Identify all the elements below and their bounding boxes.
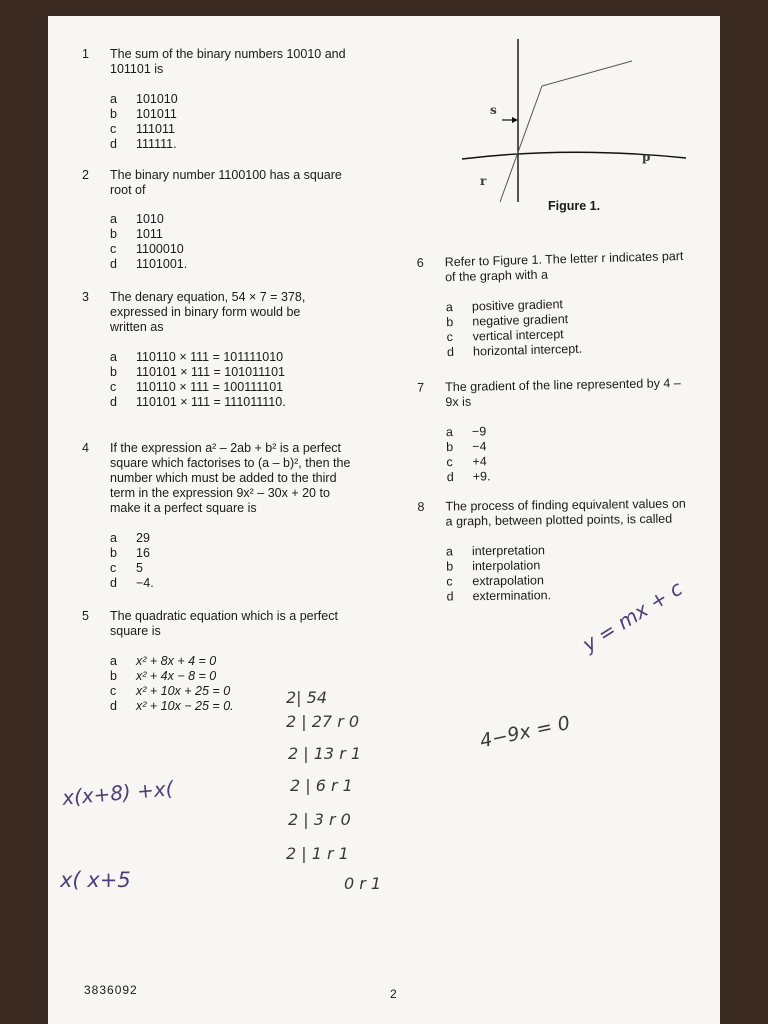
option-b: b −4: [446, 439, 487, 455]
question-number: 2: [82, 168, 89, 182]
division-row: 2 | 1 r 1: [286, 844, 349, 863]
question-text: The quadratic equation which is a perfect square is: [110, 609, 338, 638]
option-b: b interpolation: [446, 558, 541, 574]
option-d: d extermination.: [446, 588, 552, 604]
handwritten-factorisation-2: x( x+5: [60, 868, 131, 892]
question-number: 7: [417, 380, 425, 395]
figure-1-graph: [458, 34, 698, 214]
option-a: a 1010: [110, 212, 164, 226]
handwritten-factorisation-1: x(x+8) +x(: [61, 776, 175, 810]
option-c: c +4: [446, 454, 487, 470]
question-text: The sum of the binary numbers 10010 and 101101 is: [110, 47, 346, 76]
option-list: [110, 212, 187, 272]
option-c: c 5: [110, 561, 143, 575]
option-a: a positive gradient: [445, 297, 564, 315]
exam-page: [48, 16, 720, 1024]
option-d: d 111111.: [110, 137, 177, 151]
option-b: b x² + 4x − 8 = 0: [110, 669, 217, 683]
option-d: d x² + 10x − 25 = 0.: [110, 699, 234, 713]
question-text: The process of finding equivalent values on a graph, between plotted points, is called: [445, 496, 686, 529]
option-d: d 110101 × 111 = 111011110.: [110, 395, 286, 409]
option-b: b 1011: [110, 227, 163, 241]
division-row: 2 | 6 r 1: [290, 776, 353, 795]
option-c: c 111011: [110, 122, 175, 136]
option-a: a 101010: [110, 92, 178, 106]
question-text: If the expression a² – 2ab + b² is a perfect square which factorises to (a – b)², then the number which must be added to the third term in the expression 9x² – 30x + 20 to make it a perfect square is: [110, 441, 351, 515]
handwritten-equation-ymxc: y = mx + c: [578, 576, 687, 657]
handwritten-binary-division: [286, 688, 396, 898]
label-p: p: [642, 150, 651, 164]
division-header: 2| 54: [286, 688, 328, 707]
arrowhead-icon: [512, 117, 518, 123]
paper-code: 3836092: [84, 983, 138, 997]
figure-caption: Figure 1.: [548, 199, 601, 213]
option-c: c extrapolation: [446, 573, 544, 589]
question-1: [82, 47, 382, 162]
option-b: b 101011: [110, 107, 177, 121]
horizontal-axis: [462, 152, 686, 159]
question-4: [82, 441, 382, 601]
question-number: 3: [82, 290, 89, 304]
option-list: [110, 92, 178, 152]
label-r: r: [480, 174, 487, 188]
question-text: The gradient of the line represented by 4 – 9x is: [445, 376, 681, 410]
option-a: a interpretation: [445, 543, 546, 559]
division-row: 2 | 3 r 0: [288, 810, 351, 829]
label-s: s: [490, 103, 497, 117]
option-d: d horizontal intercept.: [446, 341, 583, 360]
option-b: b negative gradient: [446, 312, 569, 330]
question-6: [417, 248, 720, 371]
option-list: [446, 424, 491, 485]
option-a: a 29: [110, 531, 150, 545]
option-a: a −9: [445, 424, 487, 440]
division-row: 2 | 13 r 1: [288, 744, 362, 763]
question-number: 1: [82, 47, 89, 61]
question-number: 6: [416, 255, 424, 270]
option-c: c 110110 × 111 = 100111101: [110, 380, 284, 394]
question-text: The denary equation, 54 × 7 = 378, expressed in binary form would be written as: [110, 290, 306, 334]
option-b: b 16: [110, 546, 150, 560]
handwritten-equation-4-9x: 4−9x = 0: [478, 711, 573, 753]
option-c: c 1100010: [110, 242, 184, 256]
option-list: [110, 531, 154, 591]
option-c: c vertical intercept: [446, 327, 564, 345]
question-number: 8: [417, 499, 425, 514]
page-number: 2: [390, 987, 398, 1001]
option-d: d +9.: [446, 469, 491, 485]
question-2: [82, 168, 382, 283]
division-row: 0 r 1: [344, 874, 382, 893]
question-7: [417, 375, 719, 490]
question-text: The binary number 1100100 has a square root of: [110, 168, 342, 197]
option-d: d 1101001.: [110, 257, 188, 271]
question-3: [82, 290, 382, 420]
graph-line: [500, 61, 632, 202]
question-number: 5: [82, 609, 89, 623]
option-b: b 110101 × 111 = 101011101: [110, 365, 285, 379]
option-d: d −4.: [110, 576, 154, 590]
division-row: 2 | 27 r 0: [286, 712, 360, 731]
option-c: c x² + 10x + 25 = 0: [110, 684, 231, 698]
option-a: a 110110 × 111 = 101111010: [110, 350, 284, 364]
option-list: [446, 297, 583, 361]
option-list: [446, 543, 551, 604]
question-text: Refer to Figure 1. The letter r indicates part of the graph with a: [444, 248, 684, 285]
option-a: a x² + 8x + 4 = 0: [110, 654, 217, 668]
question-number: 4: [82, 441, 89, 455]
option-list: [110, 350, 286, 410]
option-list: [110, 654, 234, 714]
